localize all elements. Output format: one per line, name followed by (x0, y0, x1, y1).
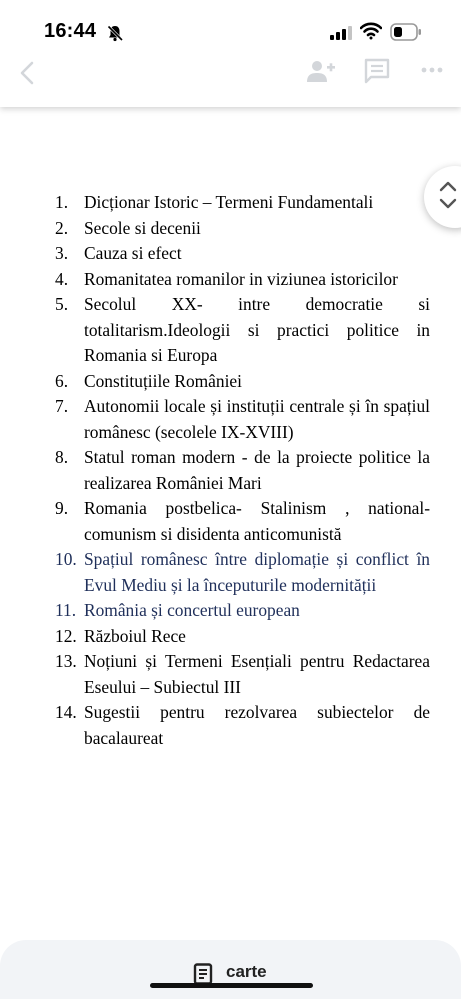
toc-item (0, 267, 430, 293)
toc-item (0, 369, 430, 395)
toc-item (0, 700, 430, 751)
top-bar (0, 0, 461, 107)
table-of-contents (0, 190, 461, 751)
toc-item-link[interactable] (0, 598, 430, 624)
bottom-bar[interactable] (0, 940, 461, 999)
home-indicator (150, 983, 313, 988)
document-page (0, 190, 461, 751)
toc-item-number: 14. (55, 702, 77, 722)
toc-item-text: Secolul XX- intre democratie si totalitarism.Ideologii si practici politice in Romania si Europa (84, 294, 430, 365)
toc-item (0, 624, 430, 650)
toc-item-text: Autonomii locale și instituții centrale și în spațiul românesc (secolele IX-XVIII) (84, 396, 430, 442)
toc-item-number: 7. (55, 396, 69, 416)
bell-slash-icon (106, 24, 124, 42)
add-user-icon[interactable] (306, 58, 336, 84)
toc-item-number: 3. (55, 243, 69, 263)
toc-item-number: 2. (55, 217, 69, 238)
toc-item-number: 9. (55, 498, 69, 518)
toc-item-link[interactable] (0, 547, 430, 598)
chevron-up-icon[interactable] (438, 180, 458, 192)
toc-item-number: 12. (55, 625, 77, 646)
toc-item-text: Romanitatea romanilor in viziunea istoricilor (84, 268, 398, 289)
document-icon (193, 963, 213, 985)
toc-item-number: 5. (55, 294, 69, 314)
toc-item-number: 10. (55, 549, 77, 569)
status-time: 16:44 (44, 20, 97, 42)
toc-item-text: Sugestii pentru rezolvarea subiectelor de bacalaureat (84, 702, 430, 748)
toc-item-number: 11. (55, 600, 77, 620)
toc-item-text: Dicționar Istoric – Termeni Fundamentali (84, 192, 374, 212)
toc-item (0, 216, 430, 242)
toc-item (0, 445, 430, 496)
toc-item-text: Constituțiile României (84, 370, 242, 391)
comment-icon[interactable] (364, 58, 390, 84)
chevron-down-icon[interactable] (438, 198, 458, 210)
toc-item-text: Romania postbelica- Stalinism , national-comunism si disidenta anticomunistă (84, 498, 430, 544)
toc-item (0, 394, 430, 445)
toc-item-text[interactable]: România și concertul european (84, 600, 300, 620)
toc-item (0, 496, 430, 547)
more-icon[interactable] (420, 66, 444, 74)
toc-item-text: Cauza si efect (84, 243, 182, 263)
toc-item-number: 4. (55, 268, 69, 289)
toc-item (0, 292, 430, 369)
toc-item-number: 6. (55, 370, 69, 391)
toc-item-text: Noțiuni și Termeni Esențiali pentru Redactarea Eseului – Subiectul III (84, 651, 430, 697)
toc-item (0, 649, 430, 700)
toc-item-text: Statul roman modern - de la proiecte politice la realizarea României Mari (84, 447, 430, 493)
toc-item-number: 13. (55, 651, 77, 671)
toc-item-text: Secole si decenii (84, 217, 201, 238)
toc-item-number: 1. (55, 192, 69, 212)
battery-icon (390, 23, 422, 41)
signal-icon (330, 26, 352, 40)
wifi-icon (360, 22, 382, 40)
carte-label[interactable]: carte (226, 962, 267, 981)
toc-item-text[interactable]: Spațiul românesc între diplomație și conflict în Evul Mediu și la începuturile modernității (84, 549, 430, 595)
toc-item (0, 241, 430, 267)
chevron-left-icon[interactable] (16, 60, 38, 86)
toc-item-text: Războiul Rece (84, 625, 186, 646)
toc-item-number: 8. (55, 447, 69, 467)
toc-item (0, 190, 430, 216)
